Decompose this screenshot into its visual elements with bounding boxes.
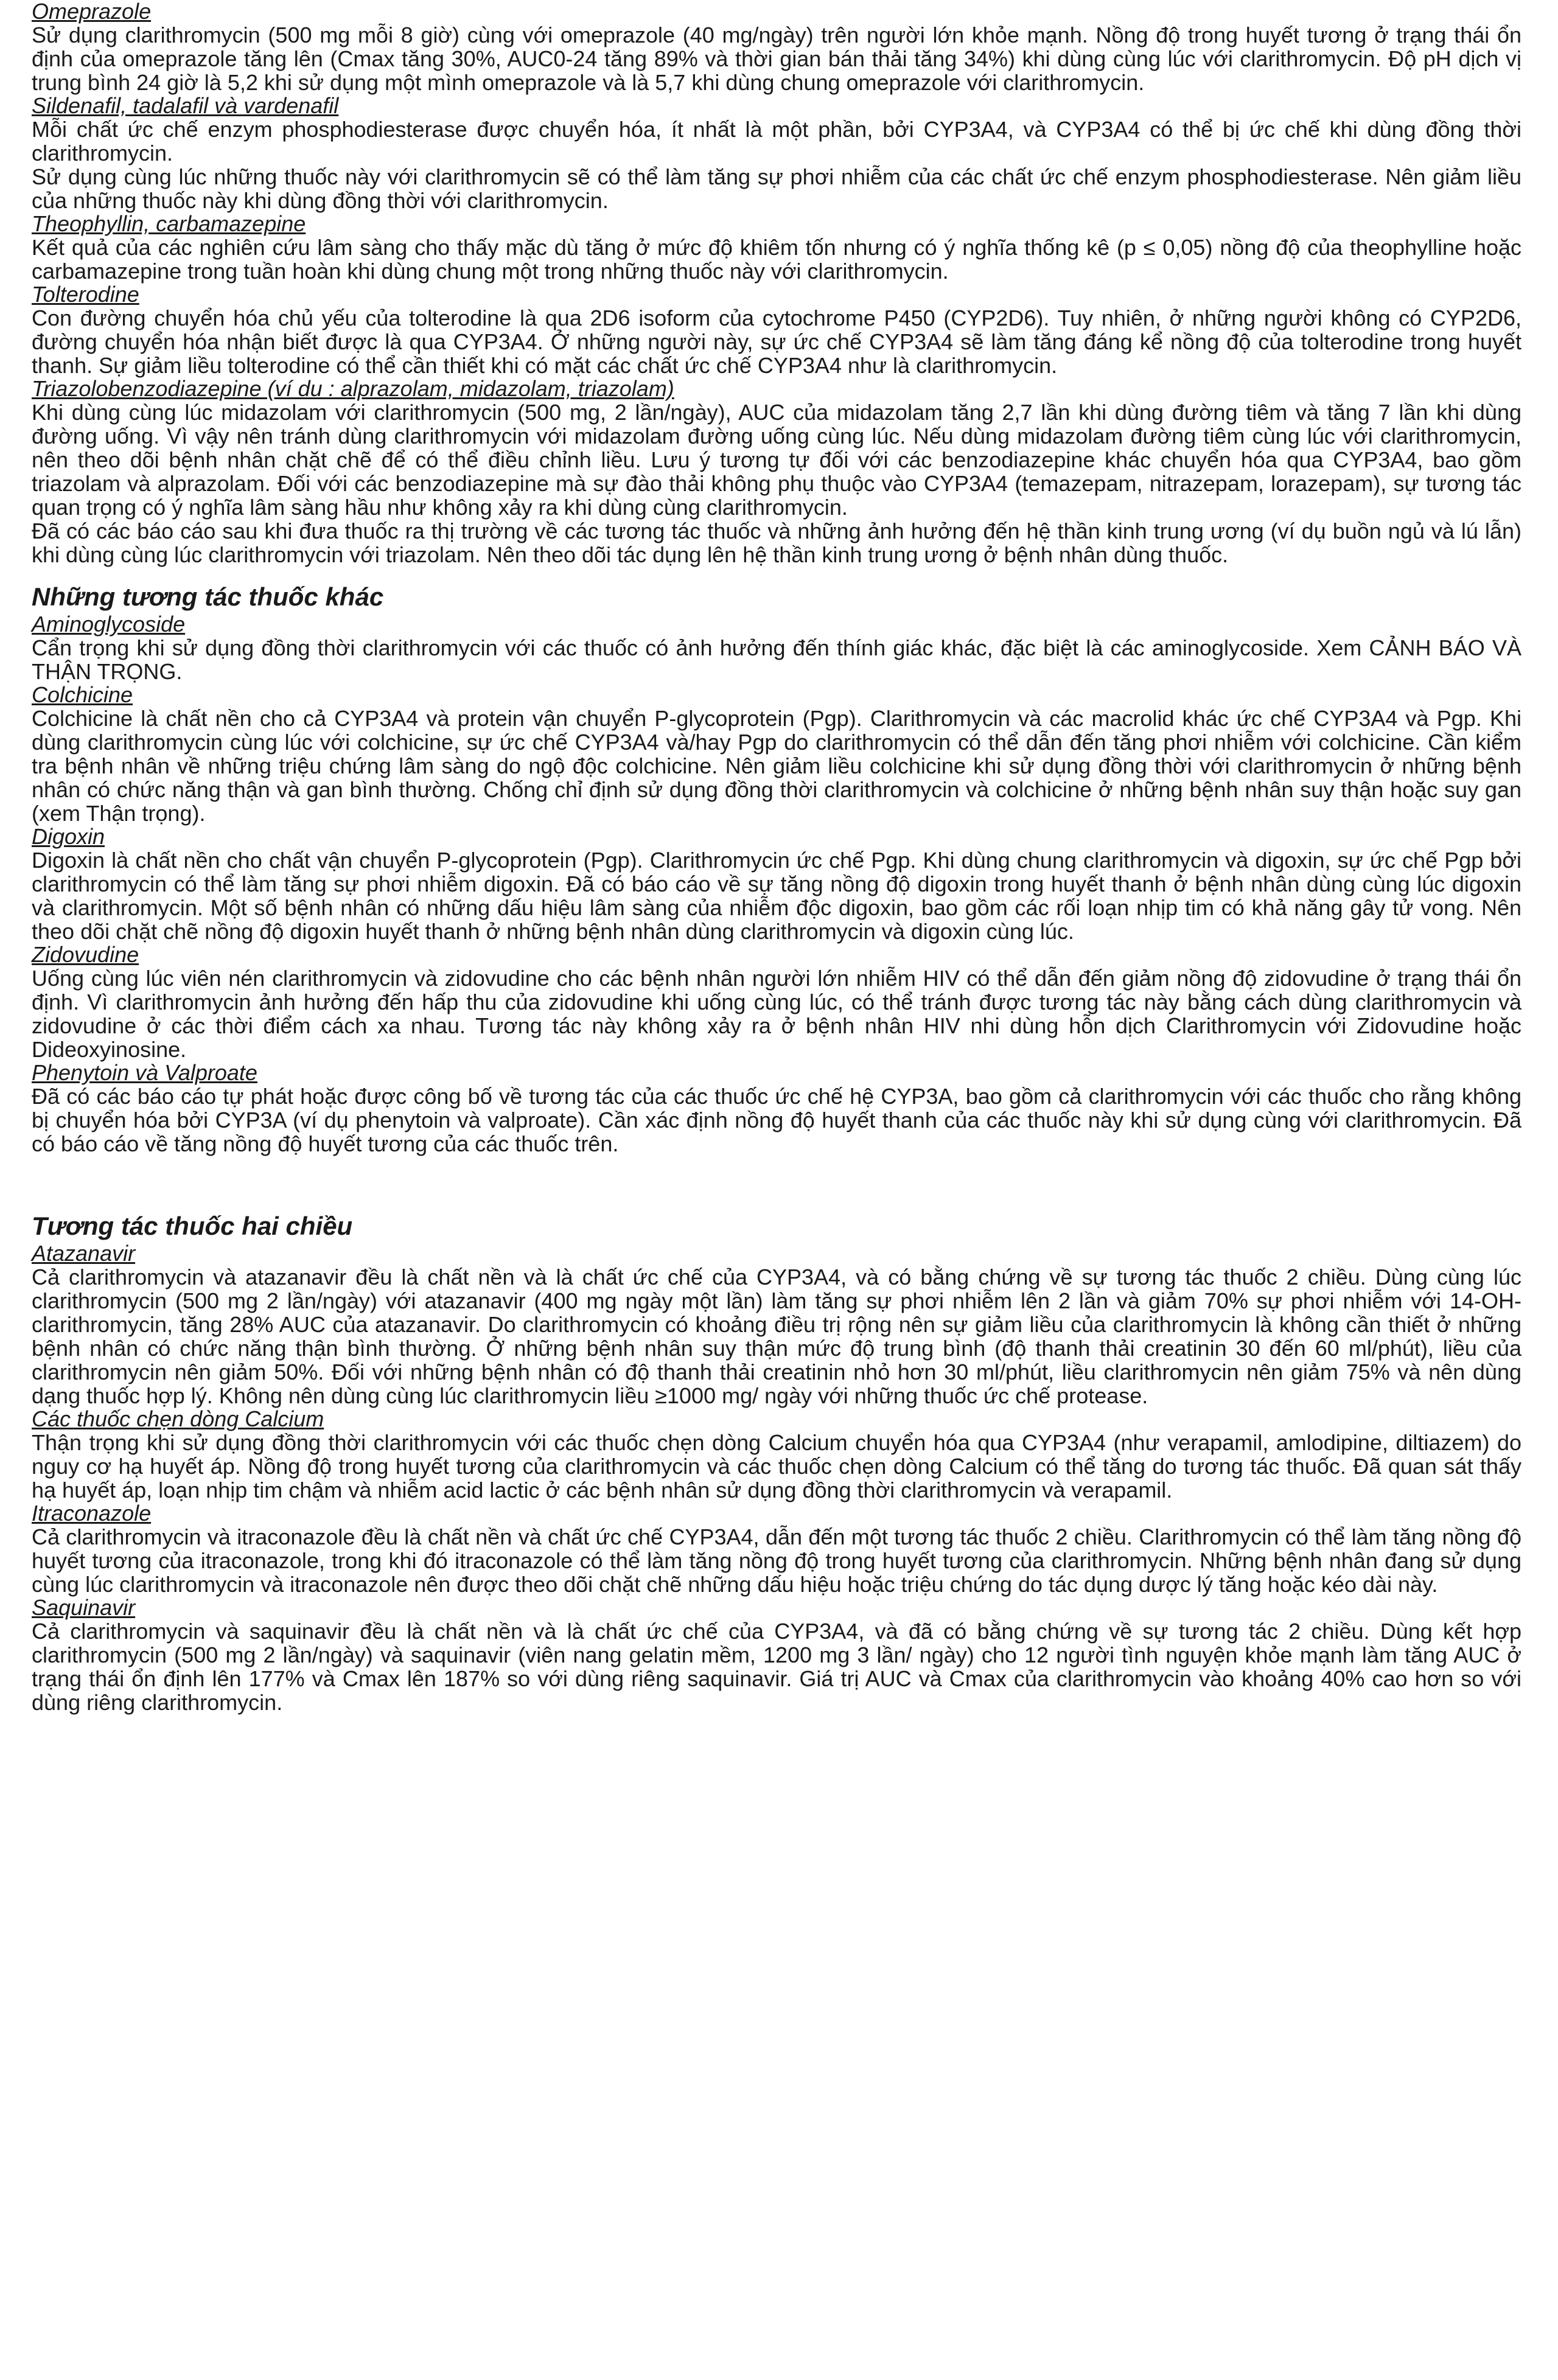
drug-entry	[32, 1242, 1521, 1408]
drug-heading: Atazanavir	[32, 1241, 136, 1266]
drug-paragraph: Cả clarithromycin và saquinavir đều là chất nền và là chất ức chế của CYP3A4, và đã có bằng chứng về sự tương tác 2 chiều. Dùng kết hợp clarithromycin (500 mg 2 lần/ngày) và saquinavir (viên nang gelatin mềm, 1200 mg 3 lần/ ngày) cho 12 người tình nguyện khỏe mạnh làm tăng AUC ở trạng thái ổn định lên 177% và Cmax lên 187% so với dùng riêng saquinavir. Giá trị AUC và Cmax của clarithromycin vào khoảng 40% cao hơn so với dùng riêng clarithromycin.	[32, 1619, 1521, 1715]
drug-paragraph: Digoxin là chất nền cho chất vận chuyển P-glycoprotein (Pgp). Clarithromycin ức chế Pgp. Khi dùng chung clarithromycin và digoxin, sự ức chế Pgp bởi clarithromycin có thể làm tăng sự phơi nhiễm digoxin. Đã có báo cáo về sự tăng nồng độ digoxin trong huyết thanh ở bệnh nhân dùng cùng lúc digoxin và clarithromycin. Một số bệnh nhân có những dấu hiệu lâm sàng của nhiễm độc digoxin, bao gồm các rối loạn nhịp tim có khả năng gây tử vong. Nên theo dõi chặt chẽ nồng độ digoxin huyết thanh ở những bệnh nhân dùng clarithromycin và digoxin cùng lúc.	[32, 848, 1521, 944]
drug-paragraph: Sử dụng cùng lúc những thuốc này với clarithromycin sẽ có thể làm tăng sự phơi nhiễm của các chất ức chế enzym phosphodiesterase. Nên giảm liều của những thuốc này khi dùng đồng thời với clarithromycin.	[32, 164, 1521, 213]
interactions-block	[32, 0, 1521, 567]
drug-paragraph: Mỗi chất ức chế enzym phosphodiesterase được chuyển hóa, ít nhất là một phần, bởi CYP3A4, và CYP3A4 có thể bị ức chế khi dùng đồng thời clarithromycin.	[32, 117, 1521, 166]
drug-entry	[32, 1596, 1521, 1714]
drug-heading: Colchicine	[32, 682, 133, 707]
drug-paragraph: Con đường chuyển hóa chủ yếu của tolterodine là qua 2D6 isoform của cytochrome P450 (CYP2D6). Tuy nhiên, ở những người không có CYP2D6, đường chuyển hóa nhận biết được là qua CYP3A4. Ở những người này, sự ức chế CYP3A4 sẽ làm tăng đáng kể nồng độ của tolterodine trong huyết thanh. Sự giảm liều tolterodine có thể cần thiết khi có mặt các chất ức chế CYP3A4 như là clarithromycin.	[32, 305, 1521, 378]
drug-paragraph: Colchicine là chất nền cho cả CYP3A4 và protein vận chuyển P-glycoprotein (Pgp). Clarithromycin và các macrolid khác ức chế CYP3A4 và Pgp. Khi dùng clarithromycin cùng lúc với colchicine, sự ức chế CYP3A4 và/hay Pgp do clarithromycin có thể dẫn đến tăng phơi nhiễm với colchicine. Cần kiểm tra bệnh nhân về những triệu chứng lâm sàng do ngộ độc colchicine. Nên giảm liều colchicine khi sử dụng đồng thời với clarithromycin ở những bệnh nhân có chức năng thận và gan bình thường. Chống chỉ định sử dụng đồng thời clarithromycin và colchicine ở những bệnh nhân suy thận hoặc suy gan (xem Thận trọng).	[32, 706, 1521, 826]
drug-paragraph: Uống cùng lúc viên nén clarithromycin và zidovudine cho các bệnh nhân người lớn nhiễm HIV có thể dẫn đến giảm nồng độ zidovudine ở trạng thái ổn định. Vì clarithromycin ảnh hưởng đến hấp thu của zidovudine khi uống cùng lúc, có thể tránh được tương tác này bằng cách dùng clarithromycin và zidovudine ở các thời điểm cách xa nhau. Tương tác này không xảy ra ở bệnh nhân HIV nhi dùng hỗn dịch Clarithromycin với Zidovudine hoặc Dideoxyinosine.	[32, 966, 1521, 1062]
drug-paragraph: Sử dụng clarithromycin (500 mg mỗi 8 giờ) cùng với omeprazole (40 mg/ngày) trên người lớn khỏe mạnh. Nồng độ trong huyết tương ở trạng thái ổn định của omeprazole tăng lên (Cmax tăng 30%, AUC0-24 tăng 89% và thời gian bán thải tăng 34%) khi dùng cùng lúc với clarithromycin. Độ pH dịch vị trung bình 24 giờ là 5,2 khi sử dụng một mình omeprazole và là 5,7 khi dùng chung omeprazole với clarithromycin.	[32, 23, 1521, 95]
drug-entry	[32, 943, 1521, 1061]
drug-heading: Triazolobenzodiazepine (ví du : alprazolam, midazolam, triazolam)	[32, 376, 674, 401]
drug-heading: Saquinavir	[32, 1595, 136, 1620]
drug-heading: Omeprazole	[32, 0, 152, 24]
drug-paragraph: Khi dùng cùng lúc midazolam với clarithromycin (500 mg, 2 lần/ngày), AUC của midazolam tăng 2,7 lần khi dùng đường tiêm và tăng 7 lần khi dùng đường uống. Vì vậy nên tránh dùng clarithromycin với midazolam đường uống cùng lúc. Nếu dùng midazolam đường tiêm cùng lúc với clarithromycin, nên theo dõi bệnh nhân chặt chẽ để có thể điều chỉnh liều. Lưu ý tương tự đối với các benzodiazepine khác chuyển hóa qua CYP3A4, bao gồm triazolam và alprazolam. Đối với các benzodiazepine mà sự đào thải không phụ thuộc vào CYP3A4 (temazepam, nitrazepam, lorazepam), sự tương tác quan trọng có ý nghĩa lâm sàng hầu như không xảy ra khi dùng cùng clarithromycin.	[32, 400, 1521, 520]
drug-entry	[32, 212, 1521, 283]
drug-heading: Zidovudine	[32, 942, 139, 967]
drug-entry	[32, 613, 1521, 683]
drug-entry	[32, 94, 1521, 212]
drug-entry	[32, 0, 1521, 94]
drug-heading: Phenytoin và Valproate	[32, 1060, 257, 1085]
section-heading-two-way-interactions: Tương tác thuốc hai chiều	[32, 1212, 353, 1240]
drug-paragraph: Cả clarithromycin và itraconazole đều là chất nền và chất ức chế CYP3A4, dẫn đến một tương tác thuốc 2 chiều. Clarithromycin có thể làm tăng nồng độ huyết tương của itraconazole, trong khi đó itraconazole có thể làm tăng nồng độ trong huyết tương của clarithromycin. Những bệnh nhân đang sử dụng cùng lúc clarithromycin và itraconazole nên được theo dõi chặt chẽ những dấu hiệu hoặc triệu chứng do tác dụng dược lý tăng hoặc kéo dài này.	[32, 1524, 1521, 1597]
drug-heading: Theophyllin, carbamazepine	[32, 211, 306, 236]
drug-paragraph: Cả clarithromycin và atazanavir đều là chất nền và là chất ức chế của CYP3A4, và có bằng chứng về sự tương tác thuốc 2 chiều. Dùng cùng lúc clarithromycin (500 mg 2 lần/ngày) với atazanavir (400 mg ngày một lần) làm tăng sự phơi nhiễm lên 2 lần và giảm 70% sự phơi nhiễm với 14-OH-clarithromycin, tăng 28% AUC của atazanavir. Do clarithromycin có khoảng điều trị rộng nên sự giảm liều của clarithromycin là không cần thiết ở những bệnh nhân có chức năng thận bình thường. Ở những bệnh nhân suy thận mức độ trung bình (độ thanh thải creatinin 30 đến 60 ml/phút), liều của clarithromycin nên giảm 50%. Đối với những bệnh nhân có độ thanh thải creatinin nhỏ hơn 30 ml/phút, liều clarithromycin nên giảm 75% và nên dùng dạng thuốc hợp lý. Không nên dùng cùng lúc clarithromycin liều ≥1000 mg/ ngày với những thuốc ức chế protease.	[32, 1265, 1521, 1408]
drug-heading: Digoxin	[32, 824, 105, 849]
drug-paragraph: Đã có các báo cáo tự phát hoặc được công bố về tương tác của các thuốc ức chế hệ CYP3A, bao gồm cả clarithromycin với các thuốc cho rằng không bị chuyển hóa bởi CYP3A (ví dụ phenytoin và valproate). Cần xác định nồng độ huyết thanh của các thuốc này khi sử dụng cùng với clarithromycin. Đã có báo cáo về tăng nồng độ huyết tương của các thuốc trên.	[32, 1084, 1521, 1156]
drug-entry	[32, 283, 1521, 377]
drug-entry	[32, 683, 1521, 825]
drug-entry	[32, 1502, 1521, 1596]
drug-paragraph: Cẩn trọng khi sử dụng đồng thời clarithromycin với các thuốc có ảnh hưởng đến thính giác khác, đặc biệt là các aminoglycoside. Xem CẢNH BÁO VÀ THẬN TRỌNG.	[32, 635, 1521, 684]
drug-paragraph: Thận trọng khi sử dụng đồng thời clarithromycin với các thuốc chẹn dòng Calcium chuyển hóa qua CYP3A4 (như verapamil, amlodipine, diltiazem) do nguy cơ hạ huyết áp. Nồng độ trong huyết tương của clarithromycin và các thuốc chẹn dòng Calcium có thể tăng do tương tác thuốc. Đã quan sát thấy hạ huyết áp, loạn nhịp tim chậm và nhiễm acid lactic ở các bệnh nhân sử dụng đồng thời clarithromycin và verapamil.	[32, 1430, 1521, 1502]
drug-entry	[32, 825, 1521, 943]
other-interactions-block	[32, 613, 1521, 1156]
drug-entry	[32, 377, 1521, 567]
section-heading-other-interactions: Những tương tác thuốc khác	[32, 582, 384, 611]
drug-paragraph: Đã có các báo cáo sau khi đưa thuốc ra thị trường về các tương tác thuốc và những ảnh hưởng đến hệ thần kinh trung ương (ví dụ buồn ngủ và lú lẫn) khi dùng cùng lúc clarithromycin với triazolam. Nên theo dõi tác dụng lên hệ thần kinh trung ương ở bệnh nhân dùng thuốc.	[32, 518, 1521, 567]
drug-entry	[32, 1061, 1521, 1156]
drug-heading: Sildenafil, tadalafil và vardenafil	[32, 93, 339, 118]
drug-heading: Các thuốc chẹn dòng Calcium	[32, 1406, 324, 1431]
drug-heading: Itraconazole	[32, 1501, 152, 1526]
drug-heading: Aminoglycoside	[32, 612, 186, 637]
drug-entry	[32, 1408, 1521, 1502]
two-way-interactions-block	[32, 1242, 1521, 1714]
drug-heading: Tolterodine	[32, 282, 139, 307]
drug-paragraph: Kết quả của các nghiên cứu lâm sàng cho thấy mặc dù tăng ở mức độ khiêm tốn nhưng có ý nghĩa thống kê (p ≤ 0,05) nồng độ của theophylline hoặc carbamazepine trong tuần hoàn khi dùng chung một trong những thuốc này với clarithromycin.	[32, 235, 1521, 284]
